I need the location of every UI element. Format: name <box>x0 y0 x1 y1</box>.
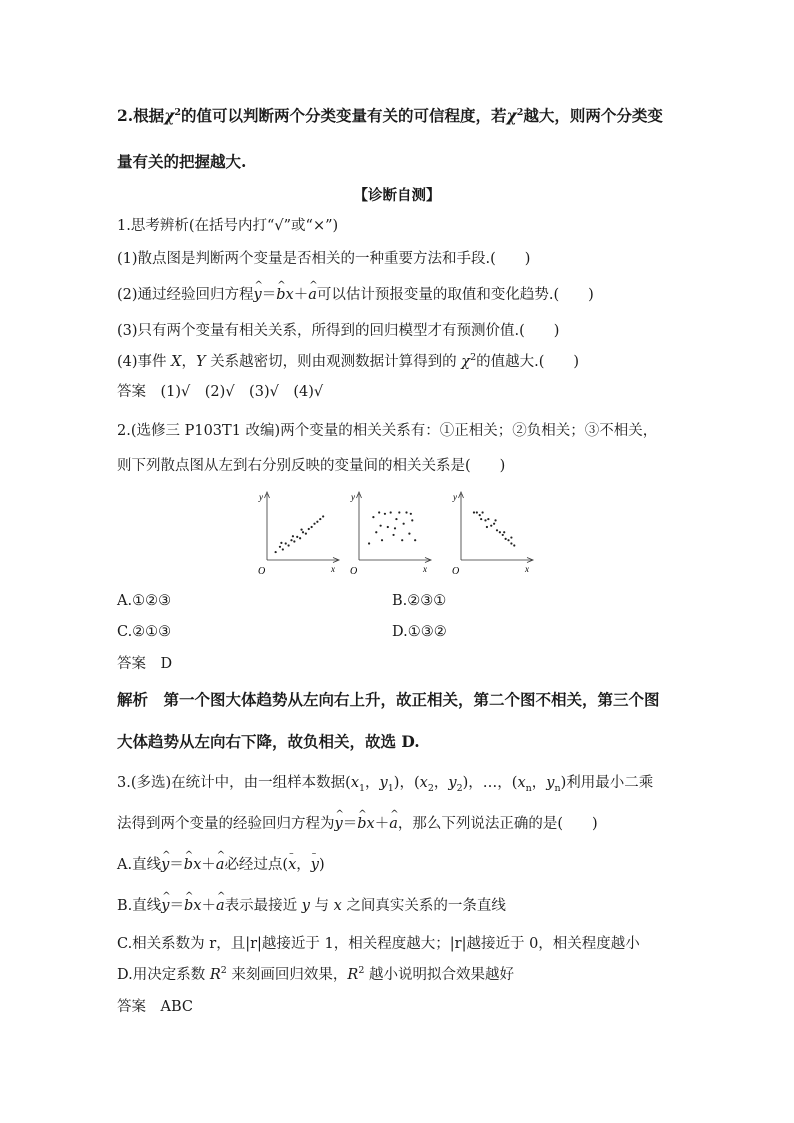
q1-item-3: (3)只有两个变量有相关关系，所得到的回归模型才有预测价值.( ) <box>117 323 560 339</box>
scatter-point <box>395 518 397 520</box>
scatter-point <box>380 525 382 527</box>
scatter-point <box>496 529 498 531</box>
q3-stem-2: 法得到两个变量的经验回归方程为^ y＝^ bx＋^ a，那么下列说法正确的是( ) <box>117 814 598 834</box>
scatter-point <box>473 511 475 513</box>
section-title: 【诊断自测】 <box>353 187 441 204</box>
scatter-point <box>486 526 488 528</box>
scatter-point <box>403 523 405 525</box>
scatter-point <box>493 523 495 525</box>
scatter-point <box>288 544 290 546</box>
scatter-plot-1-svg <box>255 488 345 576</box>
origin-label: O <box>350 566 358 576</box>
scatter-point <box>494 519 496 521</box>
q3-answer: 答案 ABC <box>117 999 193 1015</box>
scatter-point <box>484 519 486 521</box>
theory-line-1: 2.根据$\chi^2$的值可以判断两个分类变量有关的可信程度，若$\chi^2$越大，则两个分类变 <box>117 106 663 125</box>
scatter-point <box>387 526 389 528</box>
scatter-point <box>490 525 492 527</box>
x-axis-label: x <box>423 564 427 574</box>
scatter-plot-2-svg <box>347 488 437 576</box>
scatter-point <box>384 513 386 515</box>
q3-option-c: C.相关系数为 r，且|r|越接近于 1，相关程度越大；|r|越接近于 0，相关程度越小 <box>117 936 640 952</box>
q1-stem: 1.思考辨析(在括号内打“√”或“×”) <box>117 218 339 234</box>
scatter-point <box>280 542 282 544</box>
scatter-point <box>290 539 292 541</box>
scatter-point <box>292 535 294 537</box>
scatter-point <box>503 531 505 533</box>
scatter-point <box>398 511 400 513</box>
scatter-point <box>414 539 416 541</box>
q1-item-4: (4)事件 X，Y 关系越密切，则由观测数据计算得到的 $\chi^2$的值越大.( ) <box>117 352 580 370</box>
scatter-point <box>279 546 281 548</box>
scatter-plot-2 <box>347 488 437 576</box>
scatter-point <box>507 539 509 541</box>
q1-item-2: (2)通过经验回归方程^ y＝^ bx＋^ a可以估计预报变量的取值和变化趋势.( ) <box>117 285 594 305</box>
q3-option-d: D.用决定系数 $R^2$ 来刻画回归效果，$R^2$ 越小说明拟合效果越好 <box>117 965 514 983</box>
scatter-point <box>316 521 318 523</box>
scatter-point <box>405 511 407 513</box>
scatter-point <box>302 531 304 533</box>
q3-stem-1: 3.(多选)在统计中，由一组样本数据($x_1$，$y_1$)，($x_2$，$y_2$)，…，($x_n$，$y_n$)利用最小二乘 <box>117 775 654 794</box>
scatter-point <box>305 533 307 535</box>
scatter-point <box>482 511 484 513</box>
scatter-point <box>505 538 507 540</box>
scatter-point <box>392 534 394 536</box>
scatter-point <box>308 528 310 530</box>
q2-stem-2: 则下列散点图从左到右分别反映的变量间的相关关系是( ) <box>117 458 506 474</box>
q3-option-a: A.直线^ y＝^ bx＋^ a必经过点(– x，– y) <box>117 855 325 875</box>
scatter-point <box>502 534 504 536</box>
scatter-point <box>313 523 315 525</box>
scatter-point <box>479 514 481 516</box>
q2-stem-1: 2.(选修三 P103T1 改编)两个变量的相关关系有：①正相关；②负相关；③不相关， <box>117 423 658 439</box>
scatter-point <box>375 531 377 533</box>
scatter-point <box>296 536 298 538</box>
scatter-point <box>299 537 301 539</box>
scatter-point <box>408 533 410 535</box>
scatter-point <box>390 511 392 513</box>
theory-line-2: 量有关的把握越大. <box>117 152 247 171</box>
x-axis-label: x <box>331 564 335 574</box>
scatter-point <box>480 518 482 520</box>
scatter-point <box>410 513 412 515</box>
x-axis-label: x <box>525 564 529 574</box>
q1-answer: 答案 (1)√ (2)√ (3)√ (4)√ <box>117 384 324 400</box>
scatter-point <box>411 519 413 521</box>
scatter-point <box>476 511 478 513</box>
scatter-point <box>513 544 515 546</box>
scatter-point <box>394 527 396 529</box>
scatter-point <box>300 529 302 531</box>
q2-option-b: B.②③① <box>392 593 447 609</box>
y-axis-label: y <box>453 492 457 502</box>
scatter-point <box>322 515 324 517</box>
q2-option-c: C.②①③ <box>117 624 172 640</box>
scatter-point <box>285 542 287 544</box>
q2-answer: 答案 D <box>117 656 173 672</box>
scatter-plot-3-svg <box>449 488 539 576</box>
y-axis-label: y <box>351 492 355 502</box>
scatter-point <box>487 518 489 520</box>
q1-item-1: (1)散点图是判断两个变量是否相关的一种重要方法和手段.( ) <box>117 251 531 267</box>
q2-analysis-1: 解析 第一个图大体趋势从左向右上升，故正相关，第二个图不相关，第三个图 <box>117 690 660 709</box>
scatter-point <box>381 539 383 541</box>
scatter-plot-1 <box>255 488 345 576</box>
q2-option-d: D.①③② <box>392 624 447 640</box>
y-axis-label: y <box>259 492 263 502</box>
q2-analysis-2: 大体趋势从左向右下降，故负相关，故选 D. <box>117 732 420 751</box>
q3-option-b: B.直线^ y＝^ bx＋^ a表示最接近 y 与 x 之间真实关系的一条直线 <box>117 896 506 916</box>
origin-label: O <box>258 566 266 576</box>
scatter-point <box>319 518 321 520</box>
scatter-point <box>368 542 370 544</box>
scatter-point <box>293 540 295 542</box>
scatter-point <box>311 526 313 528</box>
scatter-point <box>378 511 380 513</box>
scatter-plot-3 <box>449 488 539 576</box>
scatter-point <box>282 548 284 550</box>
scatter-point <box>401 539 403 541</box>
scatter-point <box>510 536 512 538</box>
scatter-point <box>275 551 277 553</box>
origin-label: O <box>452 566 460 576</box>
scatter-point <box>510 542 512 544</box>
q2-option-a: A.①②③ <box>117 593 172 609</box>
scatter-point <box>372 516 374 518</box>
scatter-point <box>499 531 501 533</box>
